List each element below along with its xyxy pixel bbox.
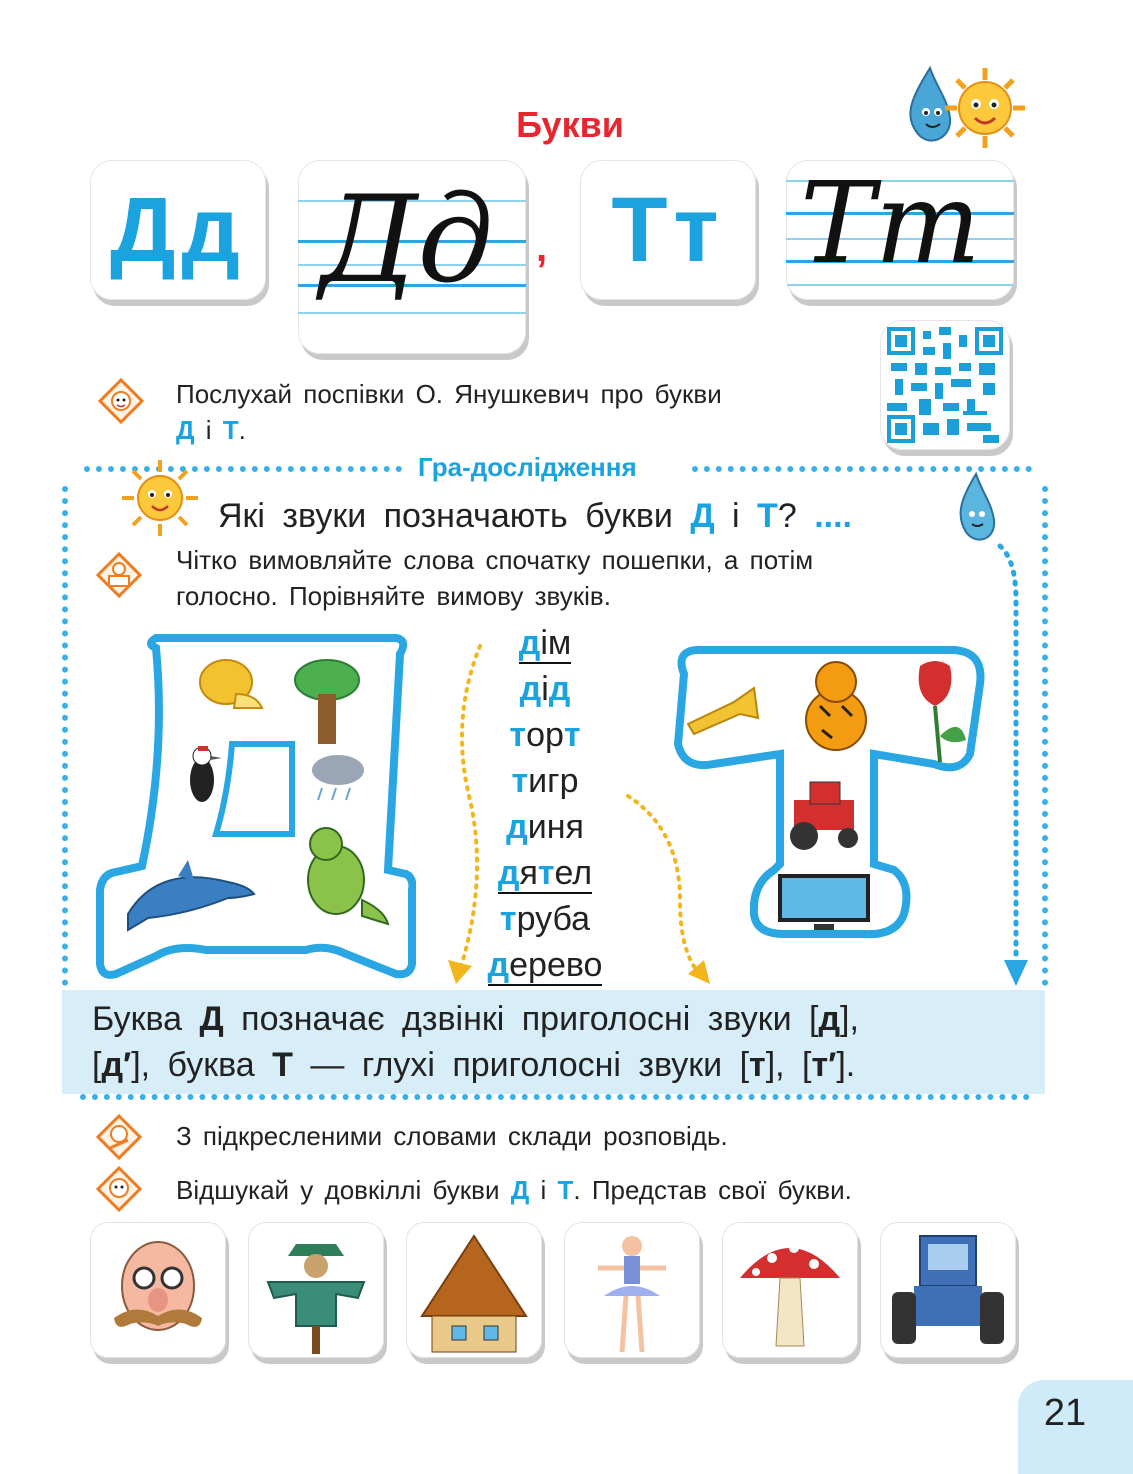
tractor-card: [880, 1222, 1016, 1358]
reading-icon: [96, 552, 142, 598]
frame-right: [1042, 486, 1048, 986]
tulip-icon: [900, 656, 970, 766]
word-item: дерево: [487, 946, 603, 984]
word-item: торт: [509, 716, 581, 754]
word-item: тигр: [511, 762, 579, 800]
page-number: 21: [1043, 1392, 1087, 1434]
scarecrow-card: [248, 1222, 384, 1358]
melon-icon: [196, 654, 266, 714]
task-listen-text: Послухай поспівки О. Янушкевич про букви Д і Т.: [176, 379, 722, 445]
grandfather-card: [90, 1222, 226, 1358]
word-item: дім: [518, 624, 572, 662]
writing-icon: [96, 1114, 142, 1160]
rain-cloud-icon: [302, 748, 372, 808]
blue-arrow-right: [996, 540, 1036, 990]
qr-code-icon: [887, 327, 1003, 443]
tree-icon: [292, 658, 362, 748]
search-activity-icon: [96, 1166, 142, 1212]
toadstool-card: [722, 1222, 858, 1358]
frame-bottom: [80, 1094, 1030, 1100]
word-item: диня: [506, 808, 584, 846]
tv-icon: [774, 870, 874, 934]
dolphin-icon: [118, 854, 258, 934]
script-letter-t: Тт: [800, 160, 981, 289]
rule-text: Буква Д позначає дзвінкі приголосні звуки [д], [д′], буква Т — глухі приголосні звуки [т], [т′].: [92, 1000, 859, 1084]
grandfather-icon: [90, 1222, 226, 1358]
sun-icon: [120, 458, 200, 538]
woodpecker-icon: [180, 740, 226, 820]
yellow-arrow-right: [620, 790, 720, 990]
word-item: труба: [499, 900, 591, 938]
task-pronounce-text: Чітко вимовляйте слова спочатку пошепки, а потім голосно. Порівняйте вимову звуків.: [176, 545, 814, 611]
task-find-text: Відшукай у довкіллі букви Д і Т. Представ свої букви.: [176, 1175, 852, 1205]
listen-icon: [98, 378, 144, 424]
script-letter-d: Дд: [320, 171, 494, 310]
scarecrow-icon: [248, 1222, 384, 1358]
tractor-icon: [780, 776, 870, 856]
puzzle-letter-d: [96, 634, 416, 980]
tiger-icon: [790, 656, 880, 756]
house-card: [406, 1222, 542, 1358]
toadstool-icon: [722, 1222, 858, 1358]
word-item: дятел: [497, 854, 593, 892]
print-letter-t-card: [580, 160, 756, 300]
dragon-icon: [292, 820, 392, 930]
game-label: Гра-дослідження: [418, 452, 637, 482]
page-title: Букви: [516, 104, 624, 145]
word-item: дід: [519, 670, 571, 708]
comma: ,: [536, 226, 548, 270]
qr-code-card[interactable]: [880, 320, 1010, 450]
blue-tractor-icon: [880, 1222, 1016, 1358]
print-letter-d-card: [90, 160, 266, 300]
raindrop-sun-mascots-icon: [890, 60, 1030, 150]
frame-left: [62, 486, 68, 986]
task-story-text: З підкресленими словами склади розповідь.: [176, 1121, 728, 1151]
ballerina-card: [564, 1222, 700, 1358]
script-letter-d-card: [298, 160, 526, 354]
ballerina-icon: [564, 1222, 700, 1358]
print-letter-t: Тт: [611, 178, 725, 281]
house-icon: [406, 1222, 542, 1358]
trumpet-icon: [684, 684, 764, 744]
script-letter-t-card: [786, 160, 1014, 300]
print-letter-d: Дд: [110, 178, 246, 281]
question-text: Які звуки позначають букви Д і Т? ....: [218, 497, 852, 535]
